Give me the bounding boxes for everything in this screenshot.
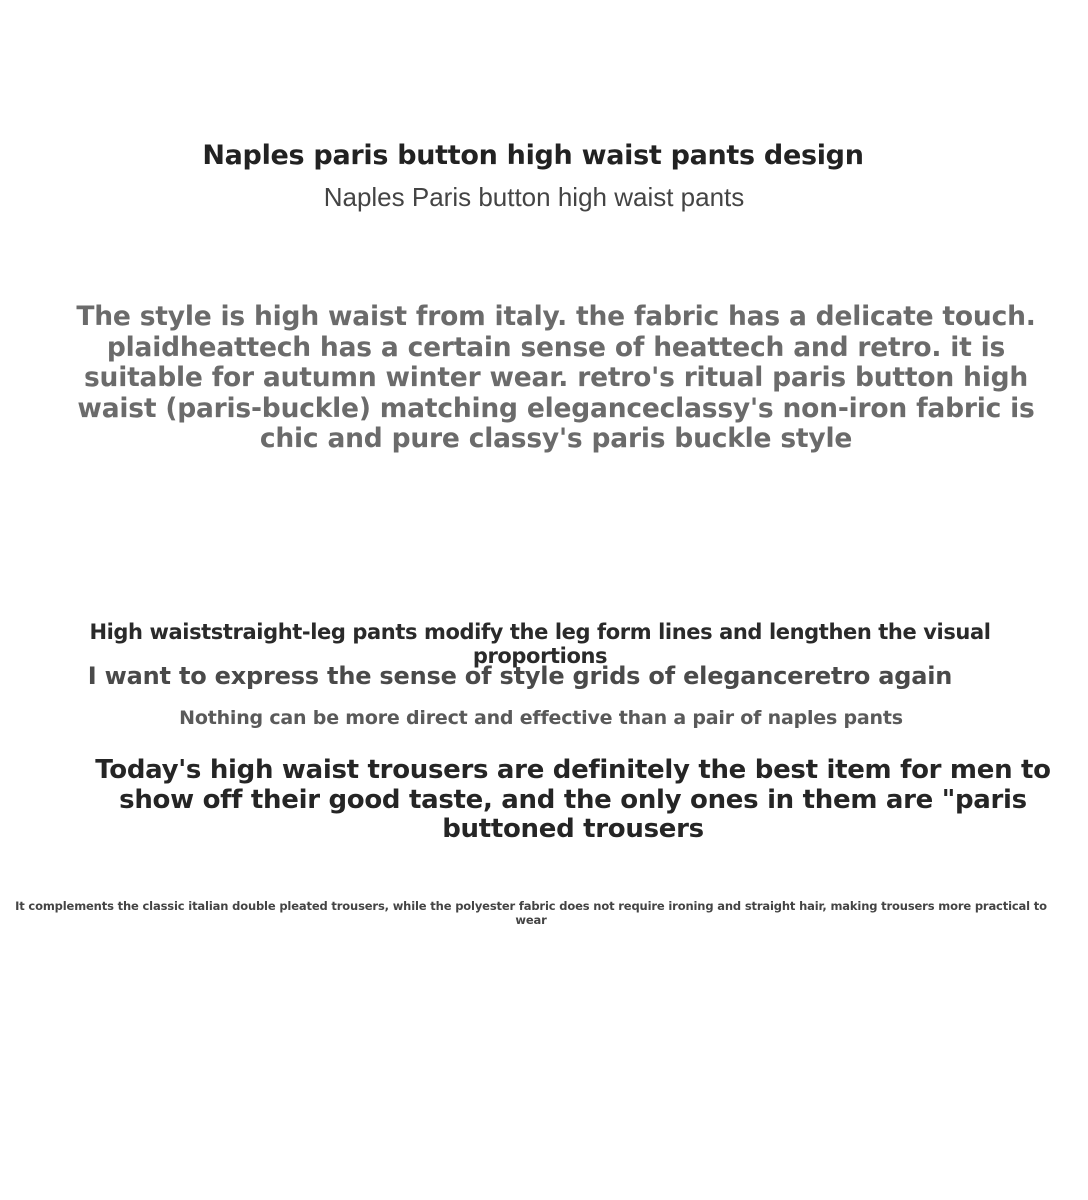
feature-express-style: I want to express the sense of style grids of eleganceretro again: [87, 662, 953, 690]
page-subtitle: Naples Paris button high waist pants: [323, 182, 745, 212]
page-title: Naples paris button high waist pants design: [202, 140, 864, 171]
feature-todays-trousers: Today's high waist trousers are definitely the best item for men to show off their good taste, and the only ones in them are "paris buttoned trousers: [95, 755, 1051, 844]
footnote-complements: It complements the classic italian double pleated trousers, while the polyester fabric does not require ironing and straight hair, making trousers more practical to wear: [15, 899, 1047, 927]
feature-straight-leg: High waiststraight-leg pants modify the leg form lines and lengthen the visual proportions: [89, 620, 991, 668]
feature-nothing-direct: Nothing can be more direct and effective than a pair of naples pants: [179, 707, 903, 729]
intro-paragraph: The style is high waist from italy. the fabric has a delicate touch. plaidheattech has a certain sense of heattech and retro. it is suitable for autumn winter wear. retro's ritual paris button high waist (paris-buckle) matching eleganceclassy's non-iron fabric is chic and pure classy's paris buckle style: [76, 301, 1036, 454]
